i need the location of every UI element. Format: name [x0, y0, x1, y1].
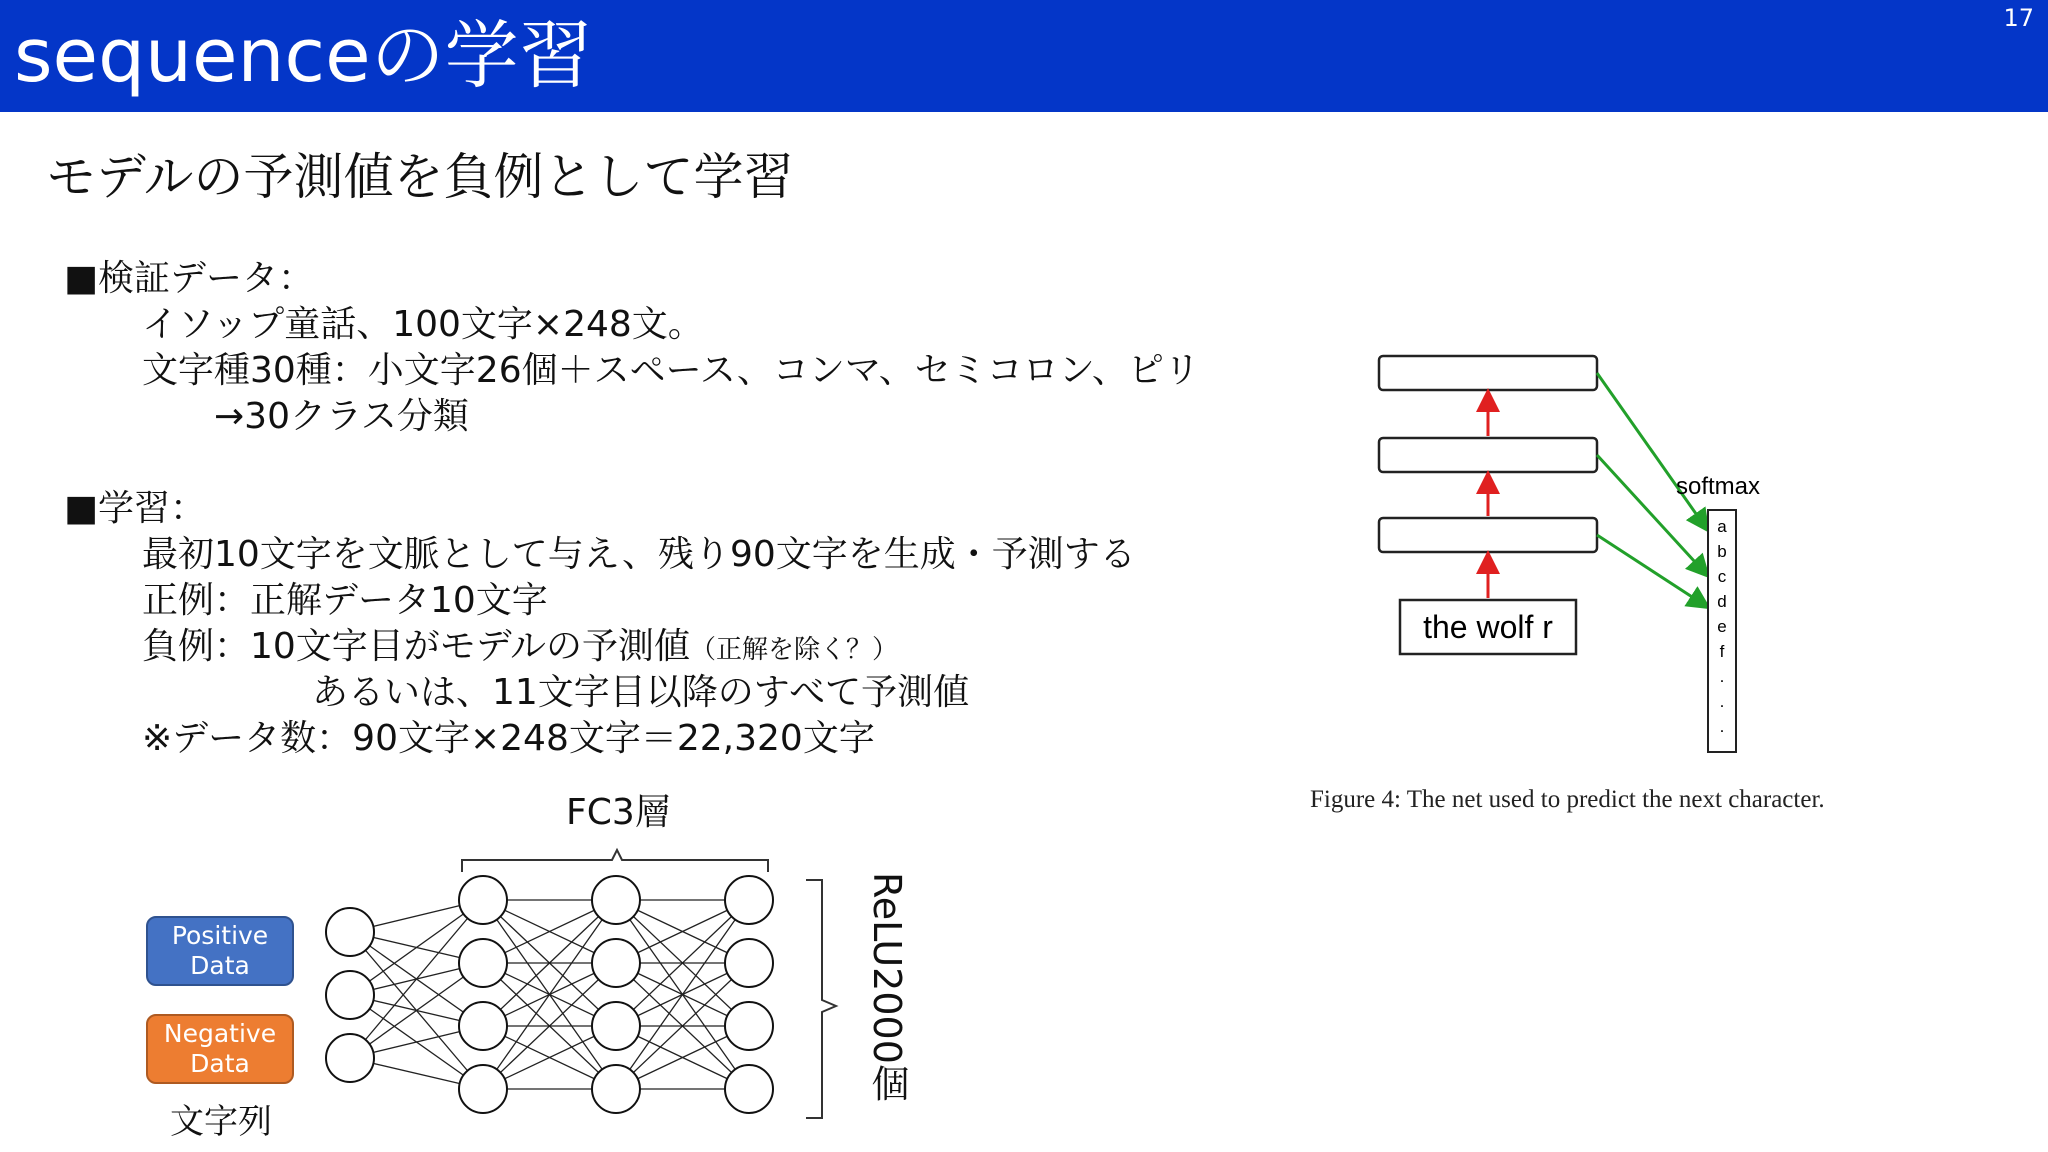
learning-line-3-note: （正解を除く？）: [690, 635, 899, 665]
validation-line-1: イソップ童話、100文字×248文。: [142, 304, 704, 345]
hidden-node: [725, 939, 773, 987]
softmax-output-letter: d: [1717, 592, 1727, 611]
hidden-layer-1: [1379, 518, 1597, 552]
validation-heading: ■検証データ：: [64, 258, 315, 299]
softmax-output-letter: e: [1717, 617, 1727, 636]
hidden-node: [725, 1002, 773, 1050]
input-node: [326, 908, 374, 956]
softmax-output-letter: f: [1719, 642, 1725, 661]
input-string-label: 文字列: [170, 1102, 272, 1142]
hidden-node: [459, 1065, 507, 1113]
hidden-node: [725, 876, 773, 924]
hidden-layer-3: [1379, 356, 1597, 390]
slide-title: sequenceの学習: [14, 13, 593, 99]
input-node: [326, 971, 374, 1019]
learning-line-5: ※データ数：90文字×248文字＝22,320文字: [142, 718, 875, 759]
green-arrow-3: [1597, 535, 1706, 606]
figure-caption: Figure 4: The net used to predict the next character.: [1310, 786, 1825, 813]
negative-data-label-1: Negative: [163, 1019, 277, 1048]
hidden-node: [459, 876, 507, 924]
learning-line-2: 正例：正解データ10文字: [142, 580, 548, 621]
hidden-layer-2: [1379, 438, 1597, 472]
network-edges: [350, 900, 749, 1089]
hidden-node: [592, 1065, 640, 1113]
hidden-node: [592, 939, 640, 987]
hidden-node: [725, 1065, 773, 1113]
softmax-output-letter: .: [1719, 717, 1725, 736]
hidden-node: [459, 939, 507, 987]
softmax-output-letter: c: [1717, 567, 1727, 586]
learning-line-1: 最初10文字を文脈として与え、残り90文字を生成・予測する: [142, 534, 1136, 575]
relu-units-label: ReLU2000個: [865, 872, 909, 1102]
hidden-node: [592, 876, 640, 924]
learning-heading: ■学習：: [64, 488, 207, 529]
learning-line-4: あるいは、11文字目以降のすべて予測値: [312, 672, 970, 713]
relu-bracket: [806, 880, 836, 1118]
input-node: [326, 1034, 374, 1082]
softmax-output-letter: a: [1717, 517, 1727, 536]
positive-data-label-2: Data: [190, 951, 250, 980]
figure-net: [1300, 330, 1800, 770]
fc-brace: [462, 850, 768, 872]
positive-data-box: [146, 916, 294, 986]
negative-data-label-2: Data: [190, 1049, 250, 1078]
fc-layers-label: FC3層: [566, 792, 671, 833]
positive-data-label-1: Positive: [171, 921, 269, 950]
learning-line-3-main: 負例：10文字目がモデルの予測値: [142, 626, 691, 667]
hidden-node: [592, 1002, 640, 1050]
softmax-output-letter: .: [1719, 692, 1725, 711]
hidden-node: [459, 1002, 507, 1050]
softmax-output-letter: .: [1719, 667, 1725, 686]
green-arrow-1: [1597, 373, 1706, 528]
input-text: the wolf r: [1423, 609, 1553, 645]
negative-data-box: [146, 1014, 294, 1084]
validation-line-3: →30クラス分類: [214, 396, 469, 437]
slide-subtitle: モデルの予測値を負例として学習: [46, 148, 794, 206]
softmax-output-letter: b: [1717, 542, 1727, 561]
validation-line-2: 文字種30種：小文字26個＋スペース、コンマ、セミコロン、ピリ: [142, 350, 1200, 391]
softmax-label: softmax: [1676, 473, 1761, 500]
page-number: 17: [2003, 4, 2034, 32]
